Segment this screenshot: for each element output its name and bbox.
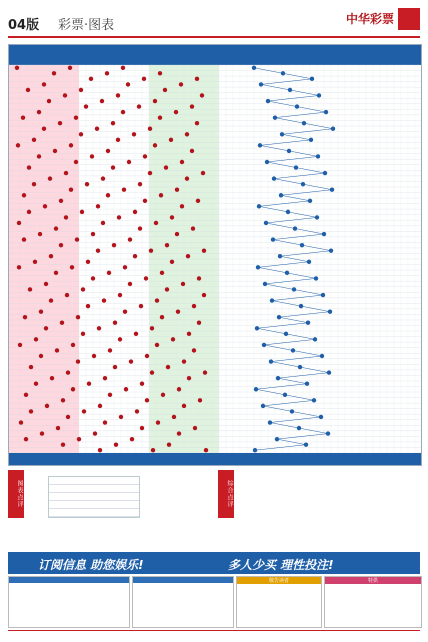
winning-number-dot (154, 221, 158, 225)
trend-number-dot (256, 265, 260, 269)
winning-number-dot (54, 271, 58, 275)
winning-number-dot (17, 221, 21, 225)
winning-number-dot (32, 138, 36, 142)
article-right (218, 470, 420, 550)
winning-number-dot (103, 376, 107, 380)
winning-number-dot (59, 243, 63, 247)
winning-number-dot (198, 398, 202, 402)
article-right-body (238, 470, 420, 548)
winning-number-dot (69, 143, 73, 147)
winning-number-dot (86, 304, 90, 308)
chart-header-band (9, 45, 421, 65)
winning-number-dot (61, 398, 65, 402)
winning-number-dot (17, 265, 21, 269)
winning-number-dot (108, 348, 112, 352)
winning-number-dot (161, 393, 165, 397)
winning-number-dot (180, 160, 184, 164)
winning-number-dot (21, 115, 25, 119)
winning-number-dot (76, 359, 80, 363)
winning-number-dot (182, 359, 186, 363)
trend-number-dot (298, 365, 302, 369)
winning-number-dot (185, 132, 189, 136)
winning-number-dot (142, 77, 146, 81)
winning-number-dot (166, 365, 170, 369)
winning-number-dot (195, 77, 199, 81)
winning-number-dot (79, 132, 83, 136)
winning-number-dot (160, 271, 164, 275)
winning-number-dot (123, 309, 127, 313)
winning-number-dot (16, 143, 20, 147)
winning-number-dot (197, 276, 201, 280)
winning-number-dot (74, 115, 78, 119)
winning-number-dot (180, 204, 184, 208)
winning-number-dot (66, 370, 70, 374)
winning-number-dot (37, 110, 41, 114)
winning-number-dot (113, 321, 117, 325)
winning-number-dot (101, 176, 105, 180)
winning-number-dot (40, 431, 44, 435)
winning-number-dot (116, 138, 120, 142)
winning-number-dot (108, 393, 112, 397)
winning-number-dot (34, 337, 38, 341)
winning-number-dot (65, 293, 69, 297)
winning-number-dot (53, 149, 57, 153)
winning-number-dot (128, 237, 132, 241)
banner-text-left: 订阅信息 助您娱乐! (38, 558, 144, 572)
winning-number-dot (153, 99, 157, 103)
winning-number-dot (74, 160, 78, 164)
winning-number-dot (130, 437, 134, 441)
winning-number-dot (139, 304, 143, 308)
winning-number-dot (158, 71, 162, 75)
winning-number-dot (96, 248, 100, 252)
winning-number-dot (158, 115, 162, 119)
article-right-badge: 综合点评 (218, 470, 234, 518)
winning-number-dot (121, 66, 125, 70)
lottery-trend-chart (8, 44, 422, 466)
winning-number-dot (192, 348, 196, 352)
winning-number-dot (187, 332, 191, 336)
winning-number-dot (98, 448, 102, 452)
winning-number-dot (159, 193, 163, 197)
winning-number-dot (80, 210, 84, 214)
winning-number-dot (71, 343, 75, 347)
winning-number-dot (63, 93, 67, 97)
winning-number-dot (38, 232, 42, 236)
ad-special (324, 576, 422, 628)
winning-number-dot (140, 382, 144, 386)
winning-number-dot (47, 99, 51, 103)
winning-number-dot (90, 154, 94, 158)
winning-number-dot (55, 348, 59, 352)
ad-special-title: 特供 (325, 577, 421, 584)
winning-number-dot (89, 77, 93, 81)
winning-number-dot (39, 309, 43, 313)
page-footer (8, 630, 420, 639)
winning-number-dot (140, 426, 144, 430)
winning-number-dot (42, 127, 46, 131)
winning-number-dot (32, 182, 36, 186)
winning-number-dot (149, 248, 153, 252)
trend-number-dot (295, 104, 299, 108)
trend-number-dot (253, 448, 257, 452)
winning-number-dot (135, 409, 139, 413)
winning-number-dot (27, 165, 31, 169)
winning-number-dot (24, 437, 28, 441)
winning-number-dot (133, 210, 137, 214)
winning-number-dot (179, 82, 183, 86)
winning-number-dot (24, 393, 28, 397)
winning-number-dot (145, 398, 149, 402)
winning-number-dot (191, 226, 195, 230)
winning-number-dot (202, 293, 206, 297)
winning-number-dot (61, 442, 65, 446)
winning-number-dot (203, 370, 207, 374)
winning-number-dot (195, 121, 199, 125)
winning-number-dot (121, 110, 125, 114)
winning-number-dot (54, 226, 58, 230)
winning-number-dot (34, 382, 38, 386)
winning-number-dot (29, 365, 33, 369)
winning-number-dot (56, 426, 60, 430)
trend-number-dot (284, 332, 288, 336)
winning-number-dot (201, 171, 205, 175)
trend-number-dot (261, 404, 265, 408)
winning-number-dot (39, 354, 43, 358)
winning-number-dot (187, 376, 191, 380)
winning-number-dot (143, 154, 147, 158)
article-left-badge: 图表点评 (8, 470, 24, 518)
winning-number-dot (68, 66, 72, 70)
winning-number-dot (18, 343, 22, 347)
winning-number-dot (26, 88, 30, 92)
winning-number-dot (15, 66, 19, 70)
winning-number-dot (33, 260, 37, 264)
winning-number-dot (170, 260, 174, 264)
winning-number-dot (143, 199, 147, 203)
winning-number-dot (29, 409, 33, 413)
winning-number-dot (181, 282, 185, 286)
winning-number-dot (106, 193, 110, 197)
winning-number-dot (128, 282, 132, 286)
winning-number-dot (93, 431, 97, 435)
winning-number-dot (165, 243, 169, 247)
winning-number-dot (58, 121, 62, 125)
winning-number-dot (43, 204, 47, 208)
winning-number-dot (190, 149, 194, 153)
winning-number-dot (81, 332, 85, 336)
winning-number-dot (126, 82, 130, 86)
winning-number-dot (175, 188, 179, 192)
section-title: 彩票·图表 (58, 18, 115, 33)
winning-number-dot (44, 282, 48, 286)
winning-number-dot (84, 104, 88, 108)
winning-number-dot (164, 165, 168, 169)
brand-logo-icon (398, 8, 420, 30)
winning-number-dot (138, 182, 142, 186)
winning-number-dot (60, 321, 64, 325)
winning-number-dot (133, 254, 137, 258)
winning-number-dot (112, 243, 116, 247)
winning-number-dot (150, 370, 154, 374)
winning-number-dot (118, 337, 122, 341)
winning-number-dot (151, 448, 155, 452)
winning-number-dot (156, 420, 160, 424)
winning-number-dot (204, 448, 208, 452)
winning-number-dot (103, 420, 107, 424)
ad-left (8, 576, 130, 628)
winning-number-dot (148, 171, 152, 175)
winning-number-dot (76, 315, 80, 319)
ad-left2-title (133, 577, 233, 583)
trend-number-dot (276, 376, 280, 380)
winning-number-dot (97, 326, 101, 330)
winning-number-dot (116, 93, 120, 97)
winning-number-dot (102, 298, 106, 302)
trend-number-dot (299, 304, 303, 308)
winning-number-dot (171, 337, 175, 341)
winning-number-dot (182, 404, 186, 408)
winning-number-dot (87, 382, 91, 386)
winning-number-dot (155, 298, 159, 302)
winning-number-dot (196, 199, 200, 203)
winning-number-dot (119, 415, 123, 419)
ads-section (8, 576, 420, 626)
winning-number-dot (129, 359, 133, 363)
article-left (8, 470, 214, 550)
winning-number-dot (81, 287, 85, 291)
winning-number-dot (52, 71, 56, 75)
winning-number-dot (27, 210, 31, 214)
winning-number-dot (192, 304, 196, 308)
winning-number-dot (114, 442, 118, 446)
ad-left-title (9, 577, 129, 583)
winning-number-dot (82, 409, 86, 413)
winning-number-dot (79, 88, 83, 92)
winning-number-dot (160, 315, 164, 319)
winning-number-dot (138, 226, 142, 230)
promo-banner (8, 552, 420, 574)
trend-number-dot (290, 409, 294, 413)
winning-number-dot (117, 215, 121, 219)
winning-number-dot (44, 326, 48, 330)
trend-number-dot (270, 298, 274, 302)
ad-notice (236, 576, 322, 628)
winning-number-dot (165, 287, 169, 291)
winning-number-dot (45, 404, 49, 408)
winning-number-dot (96, 204, 100, 208)
trend-number-dot (275, 437, 279, 441)
winning-number-dot (124, 387, 128, 391)
trend-number-dot (252, 66, 256, 70)
winning-number-dot (145, 354, 149, 358)
winning-number-dot (22, 193, 26, 197)
winning-number-dot (175, 232, 179, 236)
winning-number-dot (202, 248, 206, 252)
winning-number-dot (85, 182, 89, 186)
winning-number-dot (106, 149, 110, 153)
winning-number-dot (122, 188, 126, 192)
winning-number-dot (49, 298, 53, 302)
winning-number-dot (86, 260, 90, 264)
winning-number-dot (113, 365, 117, 369)
page-header (8, 6, 420, 40)
winning-number-dot (107, 271, 111, 275)
winning-number-dot (49, 254, 53, 258)
winning-number-dot (64, 215, 68, 219)
trend-grid (9, 45, 421, 465)
winning-number-dot (23, 315, 27, 319)
winning-number-dot (19, 420, 23, 424)
winning-number-dot (50, 376, 54, 380)
winning-number-dot (132, 132, 136, 136)
page-number: 04版 (8, 18, 40, 33)
winning-number-dot (170, 215, 174, 219)
winning-number-dot (193, 426, 197, 430)
winning-number-dot (174, 110, 178, 114)
winning-number-dot (71, 387, 75, 391)
winning-number-dot (22, 237, 26, 241)
winning-number-dot (64, 171, 68, 175)
winning-number-dot (98, 404, 102, 408)
brand-name: 中华彩票 (345, 12, 394, 26)
winning-number-dot (66, 415, 70, 419)
winning-number-dot (153, 143, 157, 147)
winning-number-dot (176, 309, 180, 313)
winning-number-dot (155, 343, 159, 347)
winning-number-dot (177, 431, 181, 435)
winning-number-dot (169, 138, 173, 142)
winning-number-dot (163, 88, 167, 92)
winning-number-dot (70, 265, 74, 269)
winning-number-dot (42, 82, 46, 86)
article-left-body (28, 470, 214, 548)
winning-number-dot (137, 104, 141, 108)
winning-number-dot (91, 276, 95, 280)
article-left-table (48, 476, 140, 518)
winning-number-dot (185, 176, 189, 180)
winning-number-dot (111, 165, 115, 169)
winning-number-dot (91, 232, 95, 236)
winning-number-dot (200, 93, 204, 97)
winning-number-dot (127, 160, 131, 164)
winning-number-dot (101, 221, 105, 225)
winning-number-dot (95, 127, 99, 131)
winning-number-dot (28, 287, 32, 291)
winning-number-dot (59, 199, 63, 203)
winning-number-dot (69, 188, 73, 192)
winning-number-dot (190, 104, 194, 108)
banner-text-right: 多人少买 理性投注! (228, 558, 334, 572)
winning-number-dot (100, 99, 104, 103)
winning-number-dot (167, 442, 171, 446)
winning-number-dot (144, 276, 148, 280)
winning-number-dot (148, 127, 152, 131)
winning-number-dot (197, 321, 201, 325)
winning-number-dot (186, 254, 190, 258)
winning-number-dot (105, 71, 109, 75)
winning-number-dot (92, 354, 96, 358)
winning-number-dot (177, 387, 181, 391)
ad-left2 (132, 576, 234, 628)
winning-number-dot (150, 326, 154, 330)
winning-number-dot (48, 176, 52, 180)
winning-number-dot (77, 437, 81, 441)
header-rule (8, 36, 420, 38)
trend-number-dot (262, 343, 266, 347)
chart-footer-band (9, 453, 421, 465)
winning-number-dot (37, 154, 41, 158)
winning-number-dot (111, 121, 115, 125)
winning-number-dot (118, 293, 122, 297)
ad-notice-title: 敬告读者 (237, 577, 321, 584)
winning-number-dot (134, 332, 138, 336)
winning-number-dot (75, 237, 79, 241)
winning-number-dot (172, 415, 176, 419)
winning-number-dot (123, 265, 127, 269)
